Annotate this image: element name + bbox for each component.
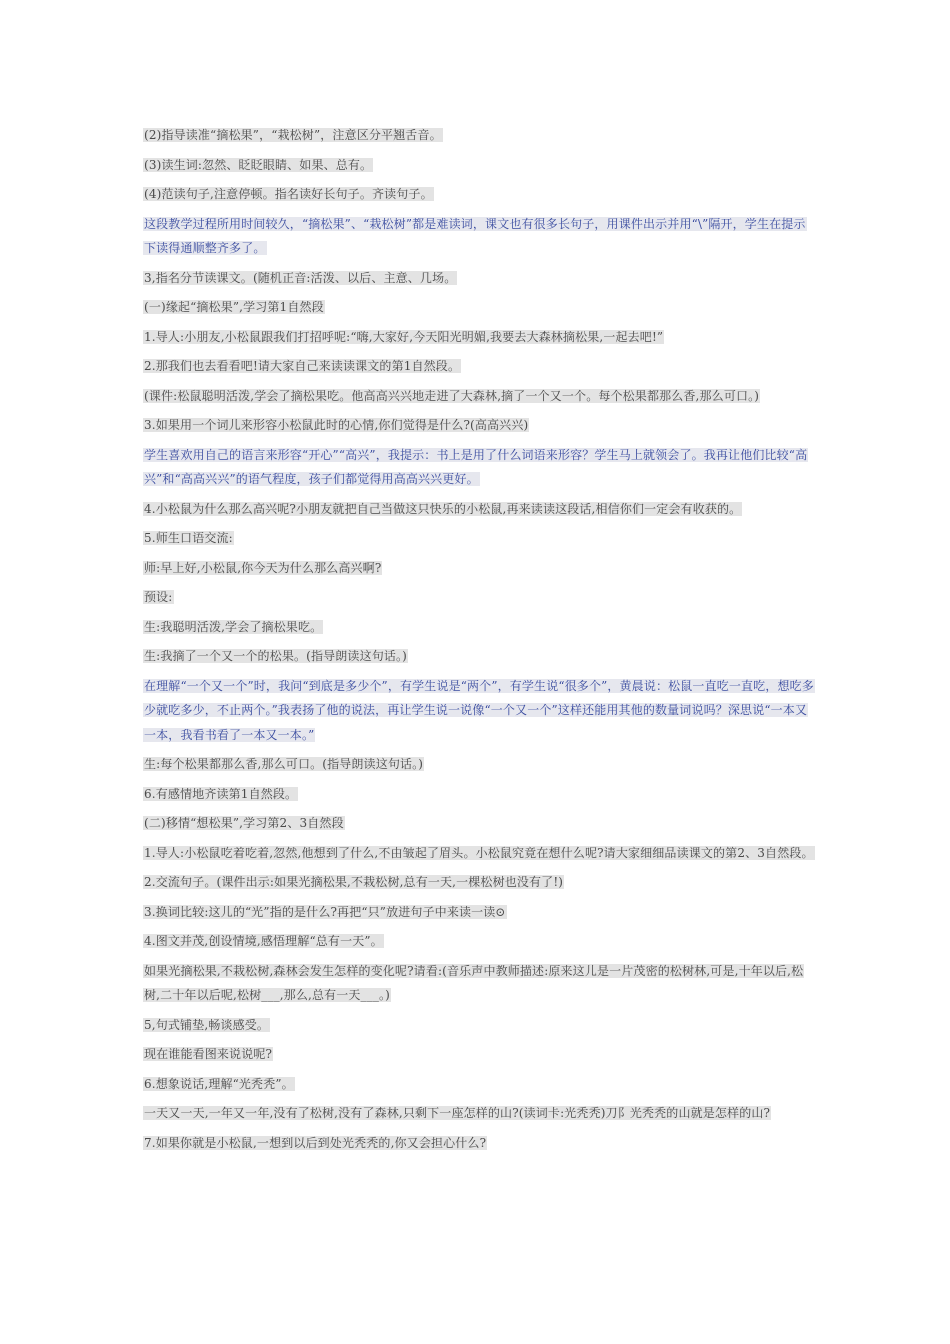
paragraph-text: 7.如果你就是小松鼠,一想到以后到处光秃秃的,你又会担心什么? — [144, 1135, 487, 1150]
lesson-step-paragraph — [143, 413, 815, 438]
paragraph-text: 生:我摘了一个又一个的松果。(指导朗读这句话。) — [144, 649, 408, 663]
paragraph-text: (课件:松鼠聪明活泼,学会了摘松果吃。他高高兴兴地走进了大森林,摘了一个又一个。每个松果都那么香,那么可口。) — [144, 388, 760, 403]
lesson-step-paragraph — [143, 153, 815, 178]
lesson-step-paragraph — [143, 182, 815, 207]
lesson-step-paragraph — [143, 644, 815, 669]
paragraph-text: 如果光摘松果,不栽松树,森林会发生怎样的变化呢?请看:(音乐声中教师描述:原来这儿是一片茂密的松树林,可是,十年以后,松树,二十年以后呢,松树___,那么,总有一天___。) — [144, 963, 804, 1002]
lesson-step-paragraph — [143, 354, 815, 379]
lesson-step-paragraph — [143, 526, 815, 551]
lesson-step-paragraph — [143, 325, 815, 350]
paragraph-text: 5.师生口语交流: — [144, 531, 233, 545]
document-page — [143, 123, 815, 1160]
paragraph-text: 生:每个松果都那么香,那么可口。(指导朗读这句话。) — [144, 757, 424, 771]
paragraph-text: 学生喜欢用自己的语言来形容“开心”“高兴”，我提示：书上是用了什么词语来形容？学生马上就领会了。我再让他们比较“高兴”和“高高兴兴”的语气程度，孩子们都觉得用高高兴兴更好。 — [144, 447, 808, 486]
paragraph-text: 6.想象说话,理解“光秃秃”。 — [144, 1076, 294, 1091]
lesson-step-paragraph — [143, 1013, 815, 1038]
paragraph-text: 4.图文并茂,创设情境,感悟理解“总有一天”。 — [144, 934, 383, 948]
paragraph-text: 师:早上好,小松鼠,你今天为什么那么高兴啊? — [144, 560, 382, 575]
teaching-reflection-paragraph — [143, 212, 815, 261]
paragraph-text: 这段教学过程所用时间较久，“摘松果”、“栽松树”都是难读词，课文也有很多长句子，用课件出示并用“\”隔开，学生在提示下读得通顺整齐多了。 — [144, 216, 806, 255]
lesson-step-paragraph — [143, 585, 815, 610]
paragraph-text: 2.交流句子。(课件出示:如果光摘松果,不栽松树,总有一天,一棵松树也没有了!) — [144, 875, 564, 889]
lesson-step-paragraph — [143, 870, 815, 895]
paragraph-text: (二)移情“想松果”,学习第2、3自然段 — [144, 816, 344, 830]
lesson-step-paragraph — [143, 384, 815, 409]
lesson-step-paragraph — [143, 497, 815, 522]
paragraph-text: 5,句式铺垫,畅谈感受。 — [144, 1017, 270, 1032]
paragraph-text: 3.如果用一个词儿来形容小松鼠此时的心情,你们觉得是什么?(高高兴兴) — [144, 418, 529, 432]
paragraph-text: (一)缘起“摘松果”,学习第1自然段 — [144, 300, 324, 314]
lesson-step-paragraph — [143, 811, 815, 836]
lesson-step-paragraph — [143, 900, 815, 925]
paragraph-text: 6.有感情地齐读第1自然段。 — [144, 786, 298, 801]
lesson-step-paragraph — [143, 1101, 815, 1126]
lesson-step-paragraph — [143, 1072, 815, 1097]
lesson-step-paragraph — [143, 752, 815, 777]
lesson-step-paragraph — [143, 841, 815, 866]
paragraph-text: 4.小松鼠为什么那么高兴呢?小朋友就把自己当做这只快乐的小松鼠,再来读读这段话,相信你们一定会有收获的。 — [144, 501, 742, 516]
paragraph-text: 在理解“一个又一个”时，我问“到底是多少个”，有学生说是“两个”，有学生说“很多个”，黄晨说：松鼠一直吃一直吃，想吃多少就吃多少，不止两个。”我表扬了他的说法，再让学生说一说像“一个又一个”这样还能用其他的数量词说吗？深思说“一本又一本，我看书看了一本又一本。” — [144, 678, 814, 742]
paragraph-text: 生:我聪明活泼,学会了摘松果吃。 — [144, 619, 323, 634]
lesson-step-paragraph — [143, 782, 815, 807]
lesson-step-paragraph — [143, 266, 815, 291]
lesson-step-paragraph — [143, 556, 815, 581]
paragraph-text: 现在谁能看图来说说呢? — [144, 1047, 273, 1061]
lesson-step-paragraph — [143, 959, 815, 1008]
paragraph-text: (2)指导读准“摘松果”，“栽松树”，注意区分平翘舌音。 — [144, 128, 442, 142]
paragraph-text: 3,指名分节读课文。(随机正音:活泼、以后、主意、几场。 — [144, 270, 457, 285]
paragraph-text: 3.换词比较:这儿的“光”指的是什么?再把“只”放进句子中来读一读⊙ — [144, 904, 506, 919]
paragraph-text: 一天又一天,一年又一年,没有了松树,没有了森林,只剩下一座怎样的山?(读词卡:光秃秃)刀阝光秃秃的山就是怎样的山? — [144, 1106, 771, 1120]
teaching-reflection-paragraph — [143, 674, 815, 748]
paragraph-text: (4)范读句子,注意停顿。指名读好长句子。齐读句子。 — [144, 187, 433, 201]
paragraph-text: 1.导人:小松鼠吃着吃着,忽然,他想到了什么,不由皱起了眉头。小松鼠究竟在想什么呢?请大家细细品读课文的第2、3自然段。 — [144, 845, 814, 860]
paragraph-text: 预设: — [144, 590, 173, 604]
paragraph-text: 1.导人:小朋友,小松鼠跟我们打招呼呢:“嗨,大家好,今天阳光明媚,我要去大森林摘松果,一起去吧!” — [144, 329, 664, 344]
lesson-step-paragraph — [143, 295, 815, 320]
lesson-step-paragraph — [143, 123, 815, 148]
lesson-step-paragraph — [143, 929, 815, 954]
lesson-step-paragraph — [143, 1131, 815, 1156]
paragraph-text: 2.那我们也去看看吧!请大家自己来读读课文的第1自然段。 — [144, 359, 461, 373]
lesson-step-paragraph — [143, 1042, 815, 1067]
lesson-step-paragraph — [143, 615, 815, 640]
paragraph-text: (3)读生词:忽然、眨眨眼睛、如果、总有。 — [144, 157, 373, 172]
teaching-reflection-paragraph — [143, 443, 815, 492]
